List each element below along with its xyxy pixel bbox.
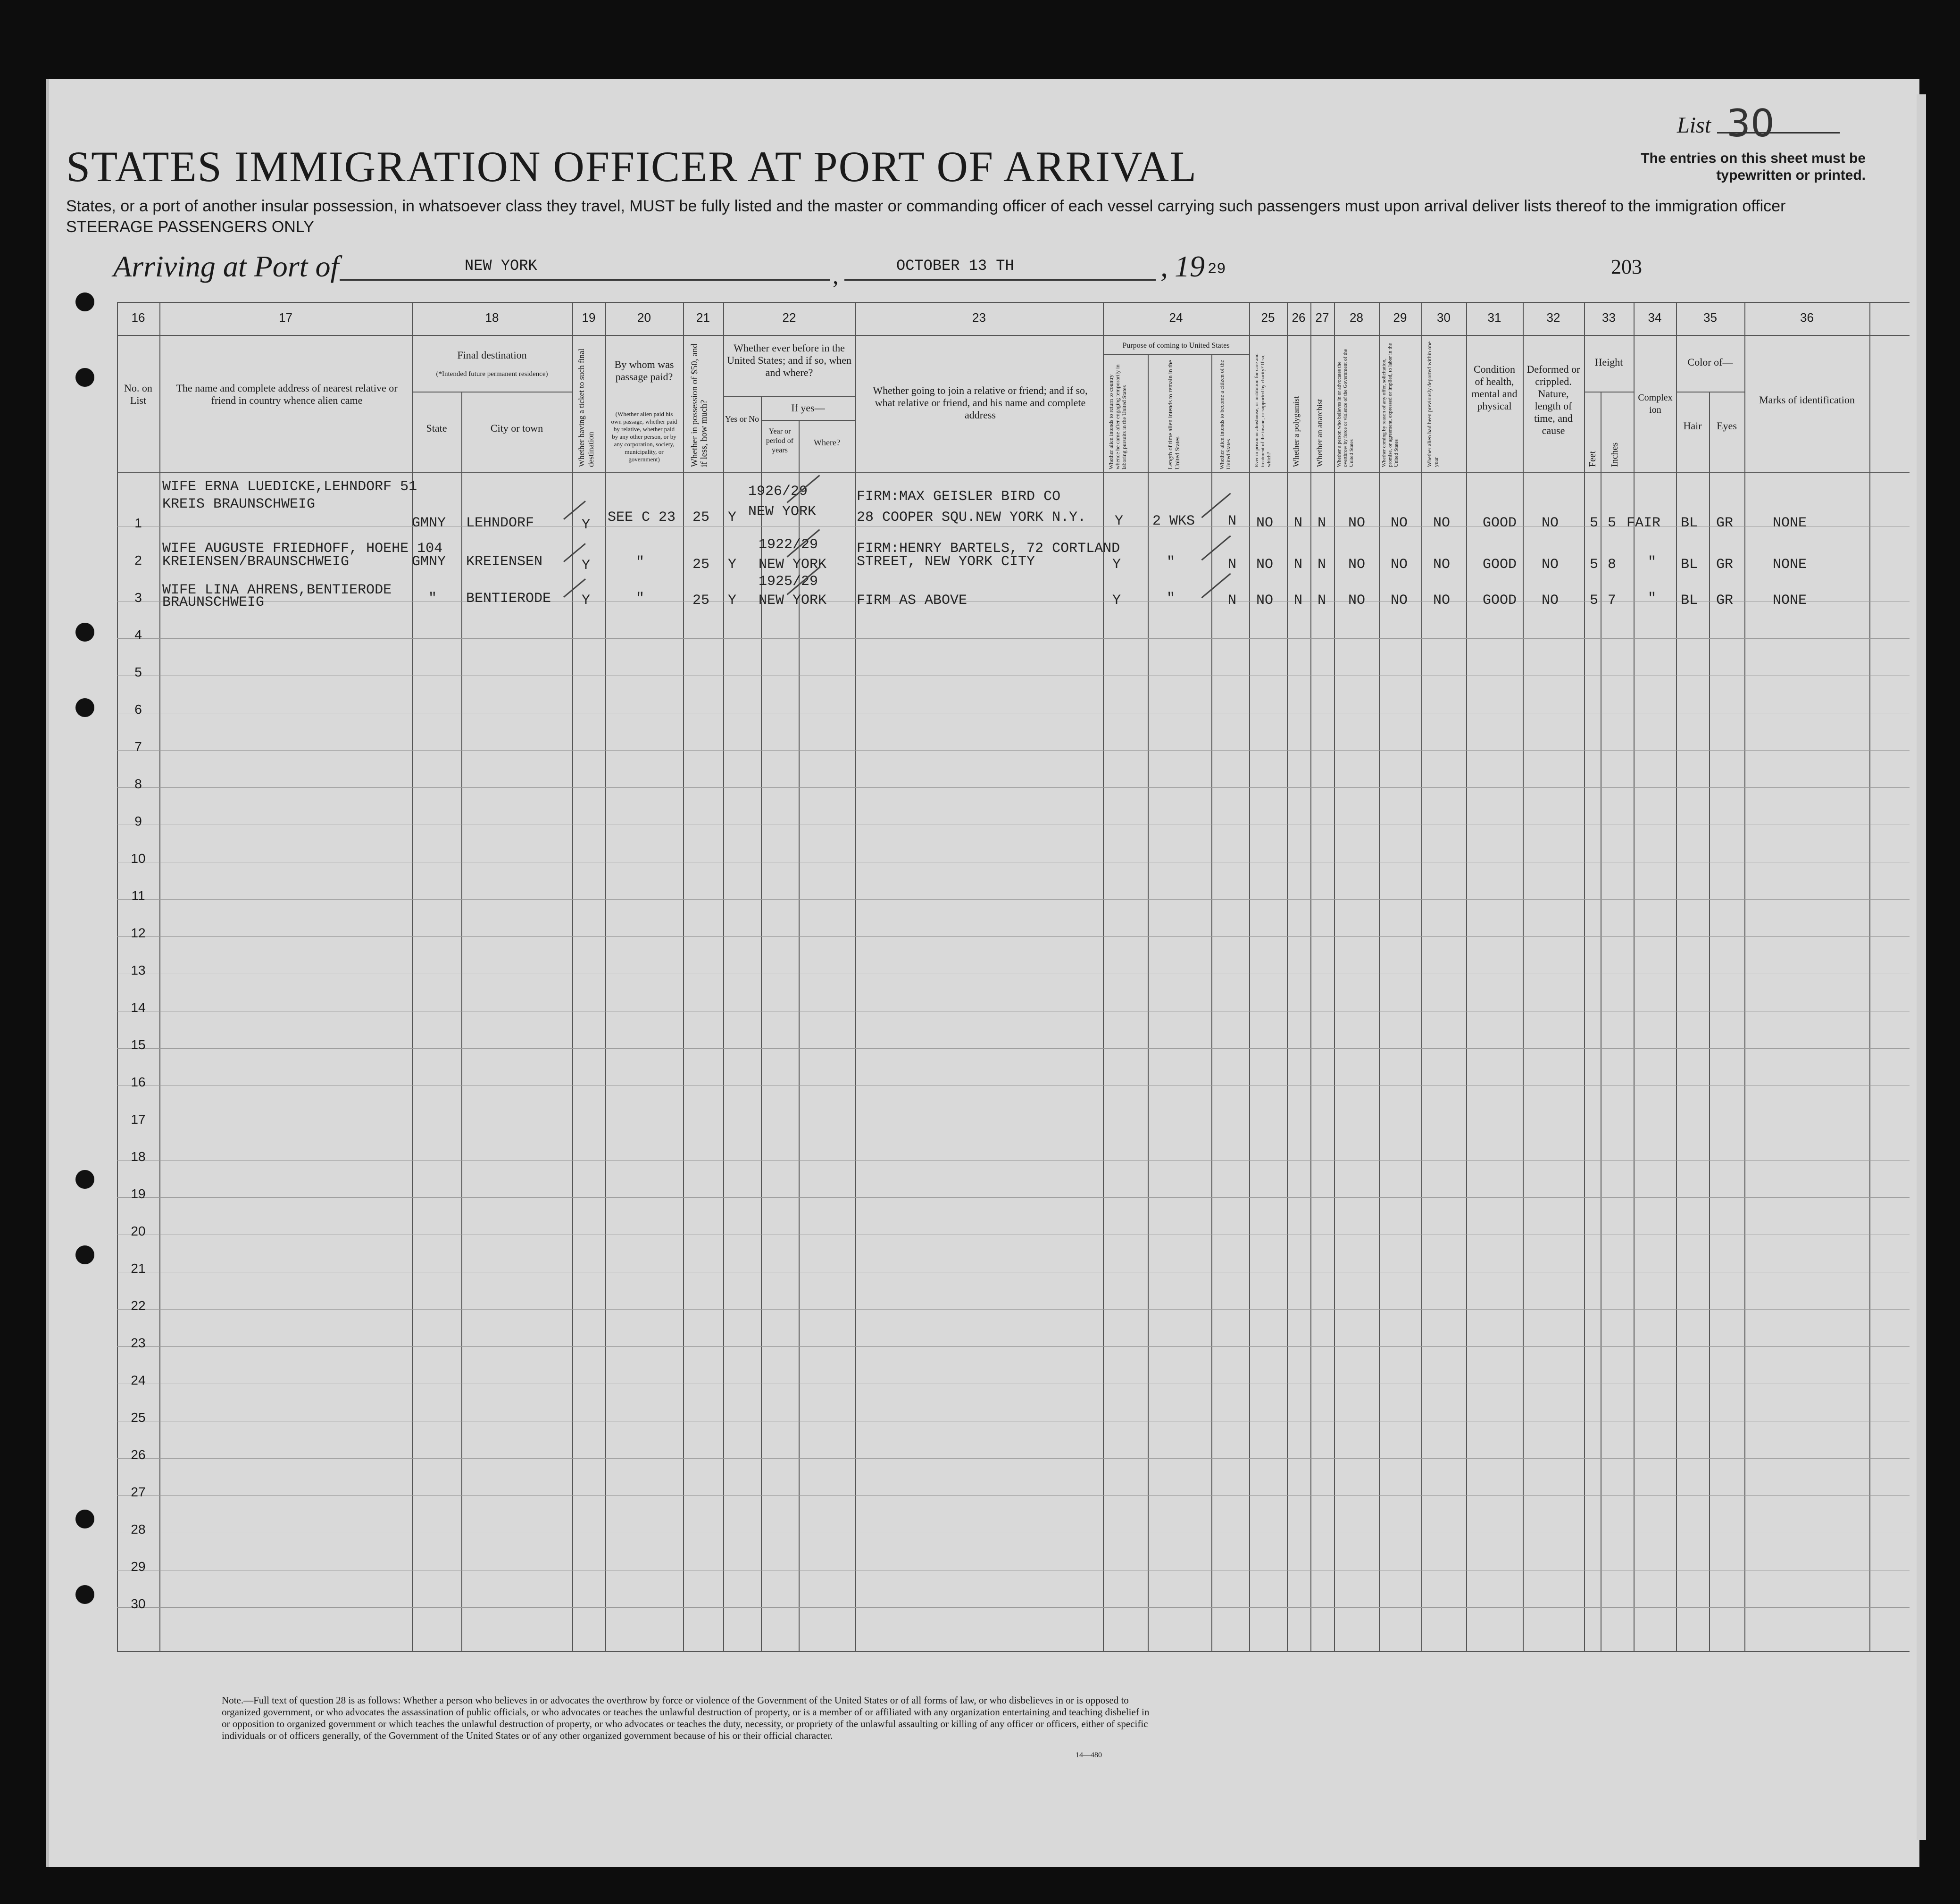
col-rule <box>723 302 724 1651</box>
row-rule <box>117 1197 1910 1198</box>
entry-3-year: 1925/29 <box>759 574 818 590</box>
before-sub-rule <box>723 396 855 397</box>
row-rule <box>117 936 1910 937</box>
hdr-purpose-return: Whether alien intends to return to country whence he came after engaging temporarily in laboring pursuits in the United States <box>1108 364 1127 469</box>
hdr-no-on-list: No. on List <box>124 382 152 406</box>
entry-1-ticket: Y <box>582 517 591 533</box>
entry-1-city: LEHNDORF <box>466 515 534 531</box>
entry-2-year: 1922/29 <box>759 537 818 553</box>
entry-2-complexion: " <box>1648 554 1657 570</box>
entry-2-before: Y <box>728 557 737 573</box>
entry-1-eyes: GR <box>1716 515 1734 531</box>
entry-3-hair: BL <box>1681 593 1698 609</box>
hdr-q29: Whether coming by reason of any offer, solicitation, promise, or agreement, expressed or implied, to labor in the United States <box>1381 343 1399 467</box>
entry-3-deformed: NO <box>1542 593 1559 609</box>
row-rule <box>117 899 1910 900</box>
entry-1-deformed: NO <box>1542 515 1559 531</box>
entry-3-state: " <box>428 591 437 607</box>
row-number: 24 <box>131 1373 146 1387</box>
col-rule <box>1421 302 1422 1651</box>
arriving-label: Arriving at Port of <box>113 250 339 283</box>
hdr-relative: The name and complete address of nearest relative or friend in country whence alien came <box>176 382 398 406</box>
colno-33: 33 <box>1602 310 1616 325</box>
hdr-polygamist: Whether a polygamist <box>1292 396 1301 467</box>
row-number: 8 <box>134 777 142 791</box>
col-rule <box>1869 302 1870 1651</box>
entry-1-return: Y <box>1115 513 1124 529</box>
entry-2-q28: NO <box>1348 557 1366 573</box>
row-number: 18 <box>131 1149 146 1164</box>
row-number: 7 <box>134 739 142 754</box>
row-number: 12 <box>131 926 146 940</box>
entry-1-state: GMNY <box>412 515 446 531</box>
colno-30: 30 <box>1437 310 1451 325</box>
hdr-deformed: Deformed or crippled. Nature, length of time, and cause <box>1526 363 1580 436</box>
year-prefix: 19 <box>1175 250 1205 283</box>
colno-31: 31 <box>1487 310 1501 325</box>
hdr-purpose: Purpose of coming to United States <box>1122 342 1230 350</box>
row-number: 4 <box>134 627 142 642</box>
row-number: 26 <box>131 1447 146 1462</box>
hdr-eyes: Eyes <box>1717 420 1737 432</box>
colno-24: 24 <box>1169 310 1183 325</box>
row-number: 10 <box>131 851 146 866</box>
entry-1-paid-by: SEE C 23 <box>608 509 676 526</box>
colno-22: 22 <box>782 310 796 325</box>
hdr-yes-no: Yes or No <box>725 414 759 424</box>
col-rule <box>855 302 856 1651</box>
punch-hole <box>75 292 94 311</box>
entry-1-q30: NO <box>1433 515 1451 531</box>
entry-3-anarchist: N <box>1318 593 1326 609</box>
entry-3-q29: NO <box>1391 593 1408 609</box>
col-rule <box>1249 302 1250 1651</box>
entry-2-marks: NONE <box>1773 557 1807 573</box>
entry-3-q30: NO <box>1433 593 1451 609</box>
comma-sep: , <box>833 262 839 289</box>
row-number: 11 <box>131 888 145 903</box>
list-underline <box>1717 132 1840 134</box>
colno-26: 26 <box>1292 310 1306 325</box>
row-number: 5 <box>134 665 142 679</box>
row-rule <box>117 1346 1910 1347</box>
col-rule <box>1287 302 1288 1651</box>
table-top-rule <box>117 302 1910 303</box>
row-number: 21 <box>131 1261 146 1276</box>
entry-2-q30: NO <box>1433 557 1451 573</box>
hair-eyes-rule <box>1709 392 1710 1651</box>
form-code: 14—480 <box>1076 1751 1102 1759</box>
entry-1-q28: NO <box>1348 515 1366 531</box>
entry-2-length: " <box>1167 554 1176 570</box>
manifest-table <box>117 302 1910 1651</box>
hdr-passage-paid: By whom was passage paid? <box>614 359 674 383</box>
check-mark <box>1201 573 1231 599</box>
colno-32: 32 <box>1546 310 1560 325</box>
hdr-passage-note: (Whether alien paid his own passage, whether paid by relative, whether paid by any other person, or by any corporation, society, municipality, or government) <box>611 410 677 463</box>
entry-2-relative-line1: WIFE AUGUSTE FRIEDHOFF, HOEHE 104 <box>162 541 443 557</box>
row-number: 22 <box>131 1298 146 1313</box>
hdr-city: City or town <box>490 422 543 434</box>
row-rule <box>117 1309 1910 1310</box>
typewritten-note: The entries on this sheet must be typewritten or printed. <box>1641 150 1866 183</box>
check-mark <box>1201 493 1231 518</box>
colno-34: 34 <box>1648 310 1662 325</box>
row-number: 23 <box>131 1336 146 1350</box>
sheet-number: 203 <box>1611 255 1642 278</box>
col-rule <box>605 302 606 1651</box>
hdr-if-yes: If yes— <box>791 402 825 414</box>
entry-2-q29: NO <box>1391 557 1408 573</box>
entry-2-anarchist: N <box>1318 557 1326 573</box>
entry-2-city: KREIENSEN <box>466 554 543 570</box>
col-rule <box>159 302 160 1651</box>
row-rule <box>117 1607 1910 1608</box>
entry-2-where: NEW YORK <box>759 557 827 573</box>
row-number: 13 <box>131 963 146 977</box>
col-rule <box>1379 302 1380 1651</box>
colno-23: 23 <box>972 310 986 325</box>
col-rule <box>572 302 573 1651</box>
col-rule <box>1310 302 1311 1651</box>
port-value: NEW YORK <box>465 257 537 275</box>
entry-2-relative-line2: KREIENSEN/BRAUNSCHWEIG <box>162 554 350 570</box>
col-rule <box>1676 302 1677 1651</box>
date-value: OCTOBER 13 TH <box>896 257 1014 275</box>
purpose-sub-rule-h <box>1103 354 1249 355</box>
page-title: STATES IMMIGRATION OFFICER AT PORT OF ARRIVAL <box>66 142 1197 191</box>
question-28-note: Note.—Full text of question 28 is as follows: Whether a person who believes in or advocates the overthrow by force or violence of the Government of the United States or of all forms of law, or who disbelieves in or is opposed to organized government, or who advocates the assassination of public officials, or who advocates or teaches the unlawful destruction of property, or is a member of or affiliated with any organization entertaining and teaching disbelief in or opposition to organized government or which teaches the unlawful destruction of property, or who advocates or teaches the duty, necessity, or propriety of the unlawful assaulting or killing of any officer or officers, either of specific individuals or of officers generally, of the Government of the United States or of any other organized government because of his or their official character. <box>222 1695 1150 1741</box>
hdr-hair: Hair <box>1683 420 1702 432</box>
row-number: 16 <box>131 1075 146 1089</box>
hdr-purpose-length: Length of time alien intends to remain in the United States <box>1167 360 1181 469</box>
row-number: 3 <box>134 590 142 605</box>
table-bottom-rule <box>117 1651 1910 1652</box>
entry-3-money: 25 <box>692 593 710 609</box>
entry-3-relative-line1: WIFE LINA AHRENS,BENTIERODE <box>162 582 392 598</box>
entry-3-prison: NO <box>1256 593 1274 609</box>
entry-1-anarchist: N <box>1318 515 1326 531</box>
entry-1-prison: NO <box>1256 515 1274 531</box>
ifyes-sub-rule <box>761 420 855 421</box>
entry-3-before: Y <box>728 593 737 609</box>
hdr-complexion: Complexion <box>1638 392 1673 415</box>
row-rule <box>117 638 1910 639</box>
col-rule <box>1634 302 1635 1651</box>
col-rule <box>1466 302 1467 1651</box>
colno-35: 35 <box>1703 310 1717 325</box>
comma-sep-2: , <box>1160 250 1168 283</box>
hdr-fifty-dollars: Whether in possession of $50, and if less, how much? <box>690 343 709 467</box>
hdr-final-destination: Final destination <box>457 349 527 361</box>
entry-3-length: " <box>1167 591 1176 607</box>
entry-3-city: BENTIERODE <box>466 591 551 607</box>
entry-1-join-line2: 28 COOPER SQU.NEW YORK N.Y. <box>857 509 1086 526</box>
row-number: 28 <box>131 1522 146 1537</box>
list-number: 30 <box>1726 101 1775 145</box>
entry-2-deformed: NO <box>1542 557 1559 573</box>
entry-1-polygamist: N <box>1294 515 1303 531</box>
entry-1-relative-line1: WIFE ERNA LUEDICKE,LEHNDORF 51 <box>162 479 417 495</box>
row-rule <box>117 787 1910 788</box>
entry-1-complexion: FAIR <box>1626 515 1661 531</box>
colno-27: 27 <box>1315 310 1329 325</box>
entry-2-join-line1: FIRM:HENRY BARTELS, 72 CORTLAND <box>857 541 1120 557</box>
entry-3-join-line1: FIRM AS ABOVE <box>857 593 967 609</box>
entry-3-complexion: " <box>1648 591 1657 607</box>
hdr-state: State <box>426 422 447 434</box>
entry-2-inches: 8 <box>1608 557 1617 573</box>
header-bottom-rule <box>117 472 1910 473</box>
col-rule <box>1523 302 1524 1651</box>
entry-3-citizen: N <box>1228 593 1237 609</box>
col-rule <box>412 302 413 1651</box>
entry-3-feet: 5 <box>1590 593 1599 609</box>
colno-19: 19 <box>582 310 596 325</box>
year-suffix: 29 <box>1208 260 1226 278</box>
hdr-color-of: Color of— <box>1687 356 1733 368</box>
entry-1-health: GOOD <box>1483 515 1517 531</box>
entry-2-eyes: GR <box>1716 557 1734 573</box>
hdr-join-relative: Whether going to join a relative or friend; and if so, what relative or friend, and his name and complete address <box>873 384 1088 421</box>
entry-2-health: GOOD <box>1483 557 1517 573</box>
entry-2-hair: BL <box>1681 557 1698 573</box>
colno-18: 18 <box>485 310 499 325</box>
entry-2-citizen: N <box>1228 557 1237 573</box>
entry-3-q28: NO <box>1348 593 1366 609</box>
hdr-ticket: Whether having a ticket to such final destination <box>577 348 595 467</box>
entry-3-paid-by: " <box>636 591 645 607</box>
punch-hole <box>75 1245 94 1264</box>
entry-1-relative-line2: KREIS BRAUNSCHWEIG <box>162 496 316 512</box>
row-rule <box>117 1495 1910 1496</box>
page-subtitle: States, or a port of another insular possession, in whatsoever class they travel, MUST be fully listed and the master or commanding officer of each vessel carrying such passengers must upon arrival deliver lists thereof to the immigration officer <box>66 197 1786 215</box>
hdr-q28: Whether a person who believes in or advocates the overthrow by force or violence of the Government of the United States <box>1336 349 1354 467</box>
row-number: 17 <box>131 1112 146 1127</box>
entry-1-citizen: N <box>1228 513 1237 529</box>
row-number: 15 <box>131 1037 146 1052</box>
row-number: 2 <box>134 553 142 568</box>
col-rule <box>1744 302 1745 1651</box>
colno-36: 36 <box>1800 310 1814 325</box>
entry-3-marks: NONE <box>1773 593 1807 609</box>
hdr-height: Height <box>1594 356 1623 368</box>
state-city-rule <box>461 392 462 1651</box>
entry-2-polygamist: N <box>1294 557 1303 573</box>
colno-25: 25 <box>1261 310 1275 325</box>
entry-1-where: NEW YORK <box>748 504 817 520</box>
entry-2-paid-by: " <box>636 554 645 570</box>
entry-3-return: Y <box>1112 593 1121 609</box>
entry-1-feet: 5 <box>1590 515 1599 531</box>
col-rule <box>1103 302 1104 1651</box>
entry-1-length: 2 WKS <box>1152 513 1195 529</box>
list-label: List <box>1677 113 1711 138</box>
entry-1-hair: BL <box>1681 515 1698 531</box>
hdr-final-destination-note: (*Intended future permanent residence) <box>436 370 548 378</box>
entry-2-state: GMNY <box>412 554 446 570</box>
hdr-feet: Feet <box>1587 451 1598 467</box>
entry-1-money: 25 <box>692 509 710 526</box>
colno-17: 17 <box>279 310 292 325</box>
row-number: 19 <box>131 1186 146 1201</box>
hdr-inches: Inches <box>1610 442 1620 467</box>
entry-3-relative-line2: BRAUNSCHWEIG <box>162 594 265 610</box>
port-underline <box>340 279 830 281</box>
row-rule <box>117 750 1910 751</box>
hdr-health: Condition of health, mental and physical <box>1471 363 1518 412</box>
steerage-label: STEERAGE PASSENGERS ONLY <box>66 218 314 236</box>
colnum-rule <box>117 335 1910 336</box>
row-rule <box>117 1458 1910 1459</box>
row-number: 27 <box>131 1485 146 1499</box>
hdr-year: Year or period of years <box>766 427 794 454</box>
page-edge <box>1917 94 1926 1840</box>
row-number: 30 <box>131 1596 146 1611</box>
purpose-sub-rule <box>1211 354 1212 1651</box>
row-number: 9 <box>134 814 142 828</box>
colno-16: 16 <box>131 310 145 325</box>
entry-2-join-line2: STREET, NEW YORK CITY <box>857 554 1035 570</box>
punch-hole <box>75 1170 94 1189</box>
entry-3-ticket: Y <box>582 593 591 609</box>
col-rule <box>683 302 684 1651</box>
row-rule <box>117 1160 1910 1161</box>
colno-28: 28 <box>1350 310 1363 325</box>
check-mark <box>1201 535 1231 561</box>
hdr-q30: Whether alien had been previously deported within one year <box>1426 341 1439 467</box>
entry-2-ticket: Y <box>582 558 591 574</box>
entry-1-q29: NO <box>1391 515 1408 531</box>
colno-21: 21 <box>696 310 710 325</box>
entry-2-prison: NO <box>1256 557 1274 573</box>
row-number: 29 <box>131 1559 146 1574</box>
row-number: 14 <box>131 1000 146 1015</box>
hdr-ever-before: Whether ever before in the United States; and if so, when and where? <box>727 342 851 378</box>
entry-1-marks: NONE <box>1773 515 1807 531</box>
entry-3-health: GOOD <box>1483 593 1517 609</box>
hdr-where: Where? <box>814 438 840 447</box>
hdr-purpose-citizen: Whether alien intends to become a citizen of the United States <box>1218 360 1232 469</box>
row-number: 25 <box>131 1410 146 1425</box>
punch-hole <box>75 1510 94 1528</box>
entry-2-return: Y <box>1112 557 1121 573</box>
entry-3-where: NEW YORK <box>759 593 827 609</box>
punch-hole <box>75 623 94 642</box>
entry-3-eyes: GR <box>1716 593 1734 609</box>
entry-1-year: 1926/29 <box>748 484 808 500</box>
punch-hole <box>75 698 94 717</box>
entry-2-money: 25 <box>692 557 710 573</box>
col-rule <box>1584 302 1585 1651</box>
entry-2-feet: 5 <box>1590 557 1599 573</box>
entry-1-inches: 5 <box>1608 515 1617 531</box>
row-number: 6 <box>134 702 142 717</box>
punch-hole <box>75 1585 94 1604</box>
date-underline <box>844 279 1156 281</box>
colno-20: 20 <box>637 310 651 325</box>
row-rule <box>117 1048 1910 1049</box>
colno-29: 29 <box>1393 310 1407 325</box>
col-rule <box>1334 302 1335 1651</box>
purpose-sub-rule <box>1148 354 1149 1651</box>
hdr-marks: Marks of identification <box>1759 394 1855 406</box>
row-number: 1 <box>134 516 142 530</box>
hdr-anarchist: Whether an anarchist <box>1315 399 1324 467</box>
entry-1-before: Y <box>728 509 737 526</box>
entry-3-polygamist: N <box>1294 593 1303 609</box>
punch-hole <box>75 368 94 387</box>
entry-1-join-line1: FIRM:MAX GEISLER BIRD CO <box>857 489 1061 505</box>
row-number: 20 <box>131 1224 146 1238</box>
entry-3-inches: 7 <box>1608 593 1617 609</box>
hdr-prison: Ever in prison or almshouse, or institution for care and treatment of the insane, or supported by charity? If so, which? <box>1254 353 1272 467</box>
